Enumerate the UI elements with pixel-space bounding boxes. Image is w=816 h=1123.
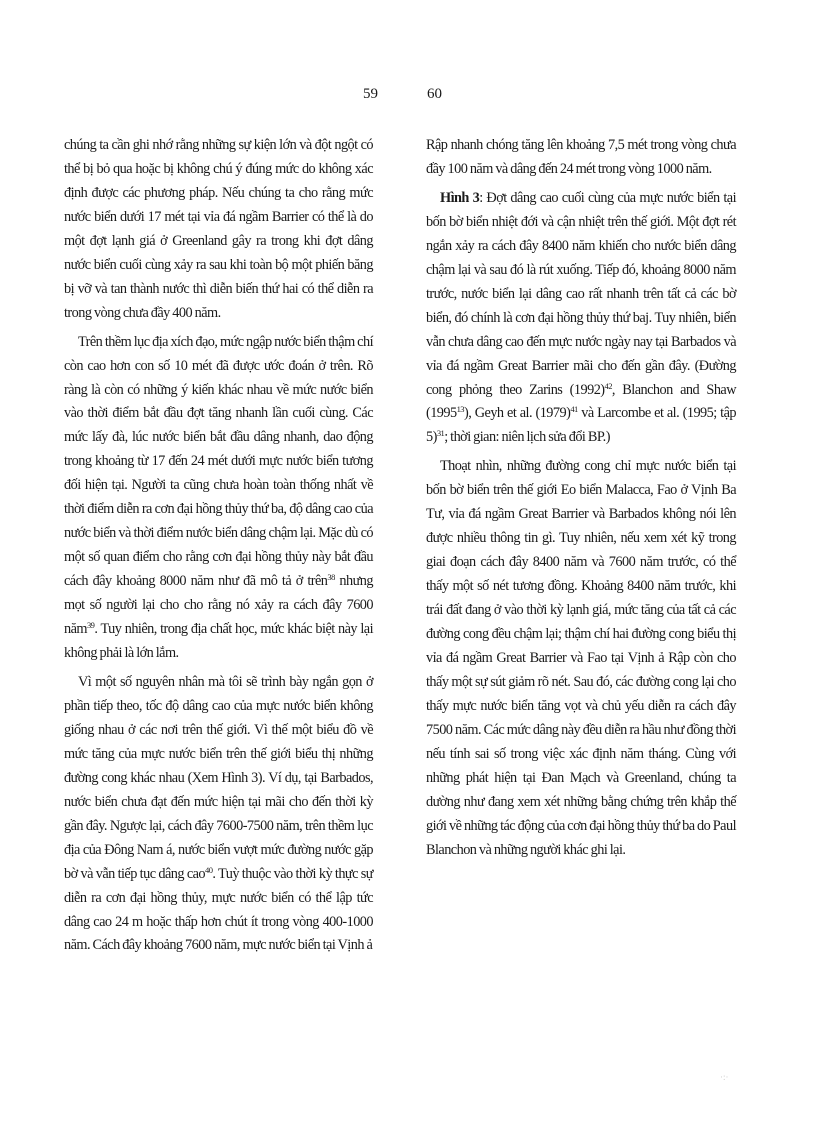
footnote-ref: 39 xyxy=(86,620,95,631)
paragraph xyxy=(426,134,736,182)
footnote-ref: 38 xyxy=(327,572,335,583)
paragraph-text: . Tuỳ thuộc vào thời kỳ thực sự diễn ra cơn đại hồng thủy, mực nước biển có thể lập tức dâng cao 24 m hoặc thấp hơn chút ít trong vòng 400-1000 năm. Cách đây khoảng 7600 năm, mực nước biển tại Vịnh ả xyxy=(64,865,373,954)
footnote-ref: 13 xyxy=(456,404,465,415)
paragraph-text: nhưng mọt số người lại cho cho rằng nó xảy ra cách đây 7600 năm xyxy=(64,573,373,638)
paragraph-text: Trên thềm lục địa xích đạo, mức ngập nước biển thậm chí còn cao hơn con số 10 mét đã được ước đoán ở trên. Rõ ràng là còn có những ý kiến khác nhau về mức nước biển vào thời điểm bắt đầu đợt tăng nhanh lần cuối cùng. Các mức lấy đà, lúc nước biển bắt đầu dâng nhanh, dao động trong khoảng từ 17 đến 24 mét dưới mực nước biển tương đối hiện tại. Người ta cũng chưa hoàn toàn thống nhất về thời điểm diễn ra cơn đại hồng thủy thứ ba, độ dâng cao của nước biển và thời điểm nước biển dâng chậm lại. Mặc dù có một số quan điểm cho rằng cơn đại hồng thủy này bắt đầu cách đây khoảng 8000 năm như đã mô tả ở trên xyxy=(64,333,373,590)
footnote-ref: 41 xyxy=(570,404,578,415)
caption-text: , Blanchon and Shaw (1995 xyxy=(426,381,736,422)
paragraph xyxy=(64,134,373,326)
footnote-ref: 42 xyxy=(604,380,612,391)
figure-caption xyxy=(426,187,736,450)
paragraph xyxy=(426,455,736,862)
caption-text: và Larcombe et al. (1995; tập 5) xyxy=(426,405,736,446)
caption-text: ; thời gian: niên lịch sửa đổi BP.) xyxy=(444,429,610,446)
paragraph-text: Thoạt nhìn, những đường cong chỉ mực nước biển tại bốn bờ biển trên thế giới Eo biển Malacca, Fao ở Vịnh Ba Tư, vỉa đá ngầm Great Barrier và Barbados không nói lên được nhiều thông tin gì. Tuy nhiên, nếu xem xét kỹ trong giai đoạn cách đây 8400 năm và 7600 năm trước, có thể thấy một số nét tương đồng. Khoảng 8400 năm trước, khi trái đất đang ở vào thời kỳ lạnh giá, mức tăng của tất cả các đường cong đều chậm lại; thậm chí hai đường cong biểu thị vỉa đá ngầm Great Barrier và Fao tại Vịnh ả Rập còn cho thấy một sự sút giảm rõ nét. Sau đó, các đường cong lại cho thấy mực nước biển tăng vọt và chủ yếu diễn ra cách đây 7500 năm. Các mức dâng này đều diễn ra hầu như đồng thời nếu tính sai số trong việc xác định năm tháng. Cùng với những phát hiện tại Đan Mạch và Greenland, chúng ta dường như đang xem xét những bằng chứng trên khắp thế giới về những tác động của cơn đại hồng thủy thứ ba do Paul Blanchon và những người khác ghi lại. xyxy=(426,458,736,858)
footnote-ref: 40 xyxy=(205,864,213,875)
page-number-left: 59 xyxy=(363,86,378,102)
scan-artifact: ·:· xyxy=(720,1072,729,1082)
page-number-right: 60 xyxy=(427,86,442,102)
caption-text: : Đợt dâng cao cuối cùng của mực nước biển tại bốn bờ biển nhiệt đới và cận nhiệt trên thế giới. Một đợt rét ngắn xảy ra cách đây 8400 năm khiến cho nước biển dâng chậm lại và sau đó là rút xuống. Tiếp đó, khoảng 8000 năm trước, nước biển lại dâng cao rất nhanh trên tất cả các bờ biển, đó chính là cơn đại hồng thủy thứ baj. Tuy nhiên, biển vẫn chưa dâng cao đến mực nước ngày nay tại Barbados và vỉa đá ngầm Great Barrier mãi cho đến gần đây. (Đường cong phỏng theo Zarins (1992) xyxy=(426,189,737,398)
caption-text: ), Geyh et al. (1979) xyxy=(464,405,571,422)
right-text-column xyxy=(426,134,736,863)
paragraph-text: Rập nhanh chóng tăng lên khoảng 7,5 mét trong vòng chưa đầy 100 năm và dâng đến 24 mét trong vòng 1000 năm. xyxy=(426,137,736,177)
footnote-ref: 31 xyxy=(436,428,445,439)
left-text-column xyxy=(64,134,373,958)
figure-label: Hình 3 xyxy=(440,189,480,206)
paragraph-text: Vì một số nguyên nhân mà tôi sẽ trình bày ngắn gọn ở phần tiếp theo, tốc độ dâng cao của mực nước biển không giống nhau ở các nơi trên thế giới. Vì thế một biểu đồ về mức tăng của mực nước biển trên thế giới biểu thị những đường cong khác nhau (Xem Hình 3). Ví dụ, tại Barbados, nước biển chưa đạt đến mức hiện tại mãi cho đến thời kỳ gần đây. Ngược lại, cách đây 7600-7500 năm, trên thềm lục địa của Đông Nam á, nước biển vượt mức đường nước gặp bờ và vẫn tiếp tục dâng cao xyxy=(64,673,373,882)
paragraph-text: chúng ta cần ghi nhớ rằng những sự kiện lớn và đột ngột có thể bị bỏ qua hoặc bị không chú ý đúng mức do không xác định được các phương pháp. Nếu chúng ta cho rằng mức nước biển dưới 17 mét tại vỉa đá ngầm Barrier có thể là do một đợt lạnh giá ở Greenland gây ra trong khi đợt dâng nước biển cuối cùng xảy ra sau khi toàn bộ một phiến băng bị vỡ và tan thành nước thì diễn biến thứ hai có thể diễn ra trong vòng chưa đầy 400 năm. xyxy=(64,137,373,321)
paragraph xyxy=(64,331,373,666)
paragraph xyxy=(64,671,373,958)
paragraph-text: . Tuy nhiên, trong địa chất học, mức khác biệt này lại không phải là lớn lắm. xyxy=(64,621,373,662)
